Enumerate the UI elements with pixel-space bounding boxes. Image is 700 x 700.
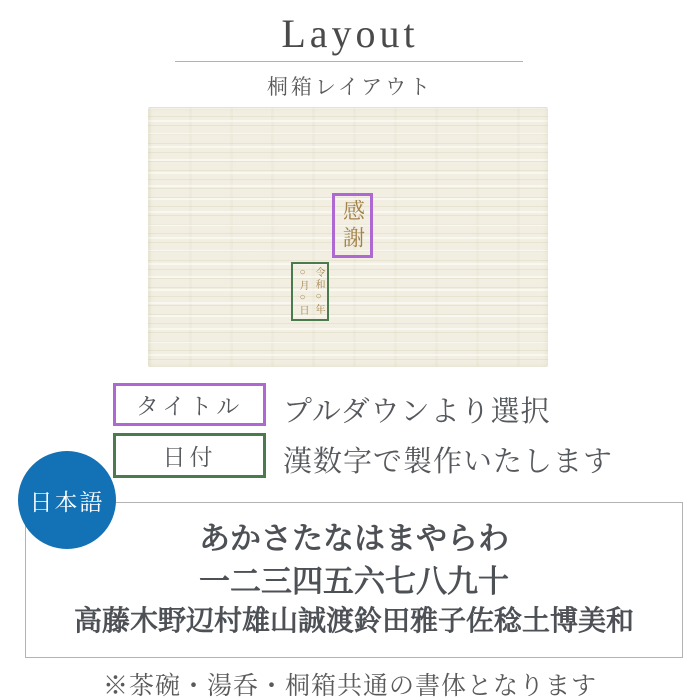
language-badge-label: 日本語 <box>29 489 105 515</box>
legend-date-box <box>113 433 266 478</box>
title-stamp-highlight-frame <box>332 193 373 258</box>
kiribako-box-photo <box>148 107 548 367</box>
page-title: Layout <box>281 11 419 56</box>
date-stamp-line-day: ○月○日 <box>297 266 308 317</box>
date-stamp-line-era: 令和○年 <box>313 266 324 316</box>
date-stamp-highlight-frame <box>291 262 329 321</box>
font-sample-line-kanji: 高藤木野辺村雄山誠渡鈴田雅子佐稔土博美和 <box>73 606 634 638</box>
title-divider <box>175 61 523 62</box>
legend-date-description: 漢数字で製作いたします <box>283 446 614 478</box>
font-sample-line-numerals: 一二三四五六七八九十 <box>199 563 509 599</box>
legend-title-description: プルダウンより選択 <box>283 396 551 428</box>
title-stamp-text: 感謝 <box>340 198 366 253</box>
font-sample-box <box>25 502 683 658</box>
date-stamp-text <box>294 267 326 317</box>
legend-title-box <box>113 383 266 426</box>
font-sample-line-hiragana: あかさたなはまやらわ <box>199 520 509 556</box>
legend-date-label: 日付 <box>162 445 217 470</box>
page-subtitle: 桐箱レイアウト <box>266 75 434 99</box>
footer-note: ※茶碗・湯呑・桐箱共通の書体となります <box>102 673 597 700</box>
language-badge <box>18 451 116 549</box>
legend-title-label: タイトル <box>135 394 244 419</box>
